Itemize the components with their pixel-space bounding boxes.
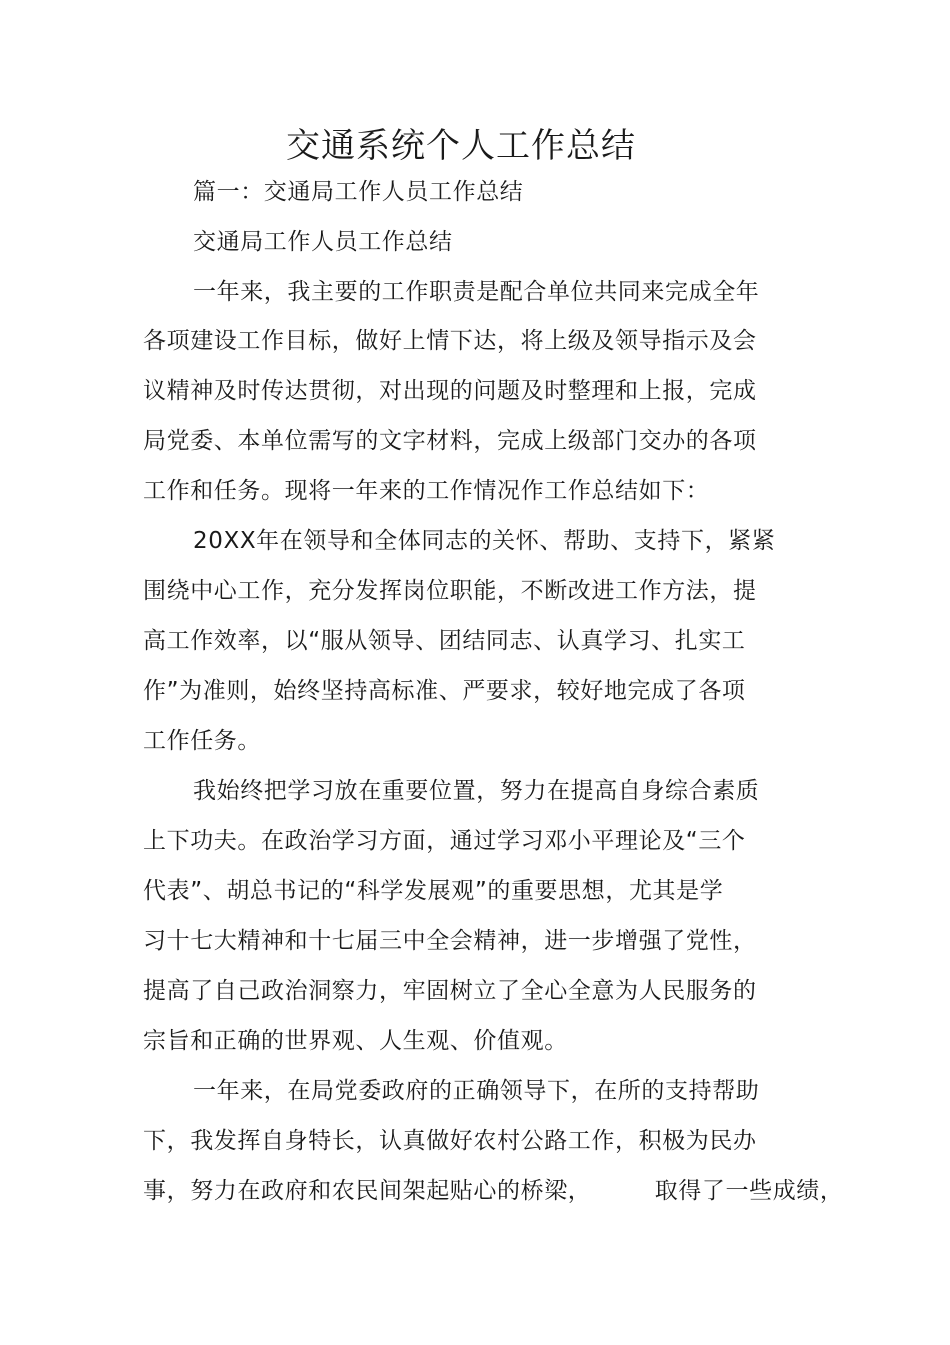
section-heading: 篇一：交通局工作人员工作总结 (193, 179, 524, 205)
paragraph-line: 一年来，我主要的工作职责是配合单位共同来完成全年 (193, 279, 760, 305)
paragraph-line: 上下功夫。在政治学习方面，通过学习邓小平理论及“三个 (143, 828, 746, 854)
paragraph-line: 20XX年在领导和全体同志的关怀、帮助、支持下，紧紧 (193, 528, 776, 554)
paragraph-line: 工作任务。 (143, 728, 261, 754)
paragraph-line: 我始终把学习放在重要位置，努力在提高自身综合素质 (193, 778, 760, 804)
paragraph-line: 各项建设工作目标，做好上情下达，将上级及领导指示及会 (143, 328, 757, 354)
paragraph-line: 一年来，在局党委政府的正确领导下，在所的支持帮助 (193, 1078, 760, 1104)
paragraph-line: 议精神及时传达贯彻，对出现的问题及时整理和上报，完成 (143, 378, 757, 404)
paragraph-line: 提高了自己政治洞察力，牢固树立了全心全意为人民服务的 (143, 978, 757, 1004)
paragraph-line: 工作和任务。现将一年来的工作情况作工作总结如下： (143, 478, 710, 504)
paragraph-line: 习十七大精神和十七届三中全会精神，进一步增强了党性， (143, 928, 757, 954)
paragraph-line: 宗旨和正确的世界观、人生观、价值观。 (143, 1028, 568, 1054)
paragraph-line: 局党委、本单位需写的文字材料，完成上级部门交办的各项 (143, 428, 757, 454)
paragraph-line: 事，努力在政府和农民间架起贴心的桥梁， 取得了一些成绩， (143, 1178, 844, 1204)
paragraph-line: 围绕中心工作，充分发挥岗位职能，不断改进工作方法，提 (143, 578, 757, 604)
paragraph-line: 下，我发挥自身特长，认真做好农村公路工作，积极为民办 (143, 1128, 757, 1154)
document-title: 交通系统个人工作总结 (286, 126, 636, 166)
paragraph-line: 高工作效率，以“服从领导、团结同志、认真学习、扎实工 (143, 628, 746, 654)
paragraph-line: 代表”、胡总书记的“科学发展观”的重要思想，尤其是学 (143, 878, 724, 904)
subheading: 交通局工作人员工作总结 (193, 229, 453, 255)
paragraph-line: 作”为准则，始终坚持高标准、严要求，较好地完成了各项 (143, 678, 746, 704)
